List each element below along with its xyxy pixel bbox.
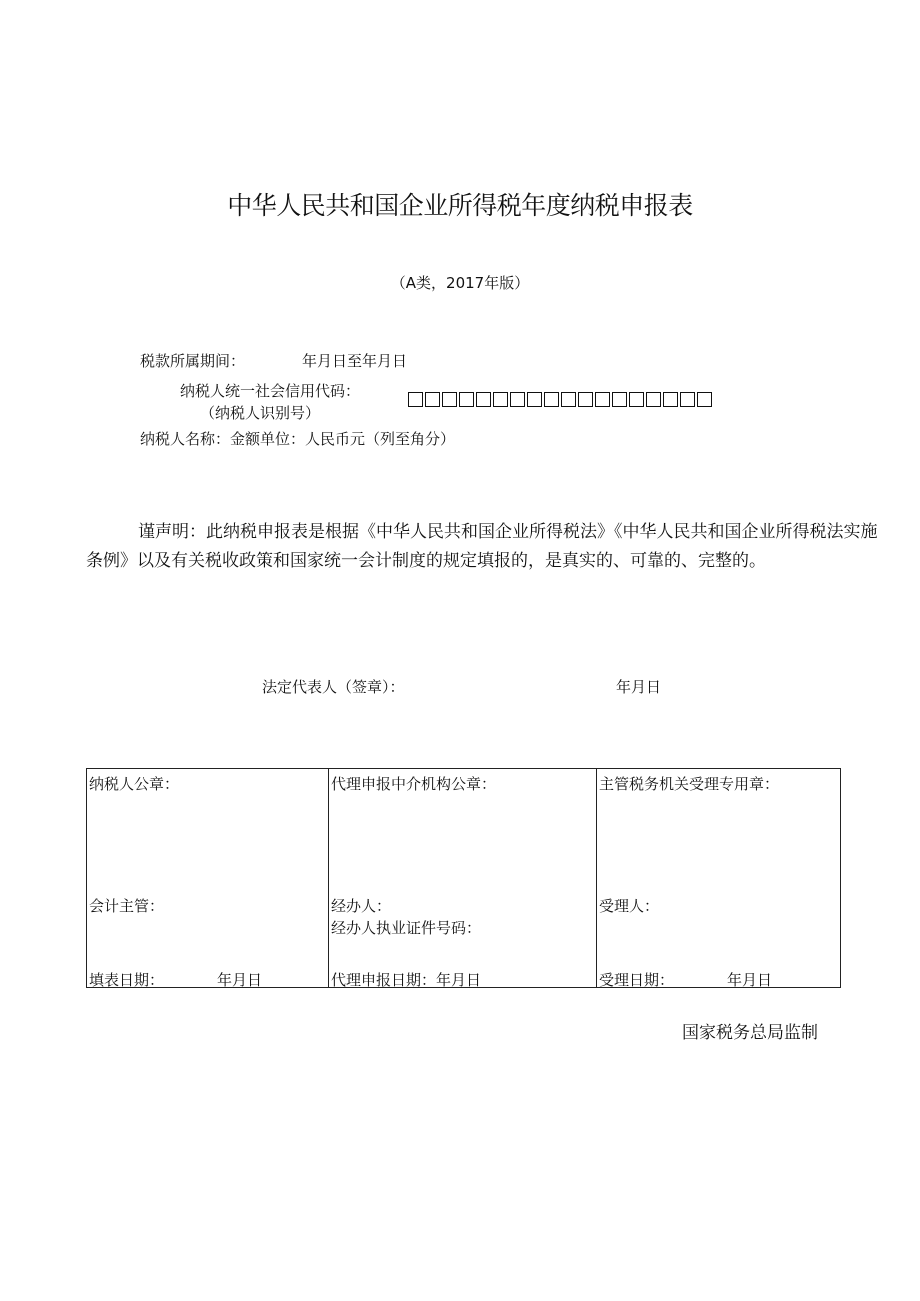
credit-code-box[interactable] <box>442 392 457 407</box>
credit-code-box[interactable] <box>578 392 593 407</box>
declaration-text: 谨声明：此纳税申报表是根据《中华人民共和国企业所得税法》《中华人民共和国企业所得税法实施条例》以及有关税收政策和国家统一会计制度的规定填报的，是真实的、可靠的、完整的。 <box>86 522 878 571</box>
credit-code-boxes[interactable] <box>408 392 712 407</box>
credit-code-box[interactable] <box>646 392 661 407</box>
taxpayer-seal-label: 纳税人公章： <box>89 775 180 793</box>
credit-code-box[interactable] <box>476 392 491 407</box>
agent-column <box>328 769 597 987</box>
taxpayer-name-line: 纳税人名称：金额单位：人民币元（列至角分） <box>140 430 456 448</box>
fill-date-value: 年月日 <box>217 971 263 989</box>
credit-code-label: 纳税人统一社会信用代码： <box>180 382 361 400</box>
fill-date-label: 填表日期： <box>89 971 165 989</box>
credit-code-box[interactable] <box>493 392 508 407</box>
footer-supervisor: 国家税务总局监制 <box>682 1023 818 1043</box>
period-value: 年月日至年月日 <box>302 352 408 370</box>
credit-code-box[interactable] <box>663 392 678 407</box>
legal-representative-label: 法定代表人（签章）： <box>262 678 405 696</box>
credit-code-box[interactable] <box>544 392 559 407</box>
credit-code-box[interactable] <box>697 392 712 407</box>
legal-representative-date: 年月日 <box>616 678 662 696</box>
agent-seal-label: 代理申报中介机构公章： <box>331 775 497 793</box>
receipt-date-label: 受理日期： <box>599 971 675 989</box>
credit-code-box[interactable] <box>561 392 576 407</box>
credit-code-box[interactable] <box>510 392 525 407</box>
period-label: 税款所属期间： <box>140 352 246 370</box>
page-subtitle: （A类，2017年版） <box>390 274 530 292</box>
credit-code-sublabel: （纳税人识别号） <box>200 404 321 422</box>
credit-code-box[interactable] <box>629 392 644 407</box>
receiver-label: 受理人： <box>599 897 660 915</box>
stamp-table <box>86 768 841 988</box>
tax-authority-seal-label: 主管税务机关受理专用章： <box>599 775 780 793</box>
credit-code-box[interactable] <box>680 392 695 407</box>
credit-code-box[interactable] <box>425 392 440 407</box>
receipt-date-value: 年月日 <box>727 971 773 989</box>
credit-code-box[interactable] <box>612 392 627 407</box>
handler-license-label: 经办人执业证件号码： <box>331 919 482 937</box>
credit-code-box[interactable] <box>595 392 610 407</box>
credit-code-box[interactable] <box>527 392 542 407</box>
accounting-supervisor-label: 会计主管： <box>89 897 165 915</box>
handler-label: 经办人： <box>331 897 392 915</box>
credit-code-box[interactable] <box>408 392 423 407</box>
credit-code-box[interactable] <box>459 392 474 407</box>
page-title: 中华人民共和国企业所得税年度纳税申报表 <box>227 191 693 220</box>
tax-authority-column <box>596 769 841 987</box>
taxpayer-column <box>87 769 328 987</box>
agent-date-label: 代理申报日期：年月日 <box>331 971 482 989</box>
